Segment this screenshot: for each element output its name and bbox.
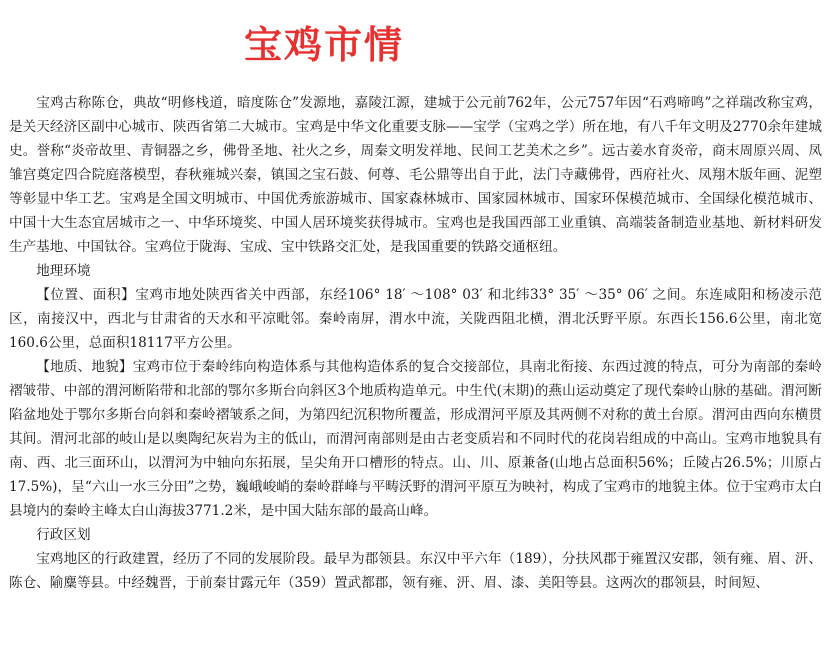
location-paragraph: 【位置、面积】宝鸡市地处陕西省关中西部，东经106° 18′ ～108° 03′ 和北纬33° 35′ ～35° 06′ 之间。东连咸阳和杨凌示范区，南接汉中，西北与甘肃省的天水和平凉毗邻。秦岭南屏，渭水中流，关陇西阻北横，渭北沃野平原。东西长156.6公里，南北宽160.6公里，总面积18117平方公里。 <box>9 287 822 351</box>
section-heading-administration: 行政区划 <box>36 527 91 543</box>
article-body <box>9 91 822 595</box>
intro-paragraph: 宝鸡古称陈仓，典故“明修栈道，暗度陈仓”发源地，嘉陵江源，建城于公元前762年，公元757年因“石鸡啼鸣”之祥瑞改称宝鸡，是关天经济区副中心城市、陕西省第二大城市。宝鸡是中华文化重要支脉——宝学（宝鸡之学）所在地，有八千年文明及2770余年建城史。誉称“炎帝故里、青铜器之乡，佛骨圣地、社火之乡，周秦文明发祥地、民间工艺美术之乡”。远古姜水育炎帝，商末周原兴周、凤雏宫奠定四合院庭落模型，春秋雍城兴秦，镇国之宝石鼓、何尊、毛公鼎等出自于此，法门寺藏佛骨，西府社火、凤翔木版年画、泥塑等彰显中华工艺。宝鸡是全国文明城市、中国优秀旅游城市、国家森林城市、国家园林城市、国家环保模范城市、全国绿化模范城市、中国十大生态宜居城市之一、中华环境奖、中国人居环境奖获得城市。宝鸡也是我国西部工业重镇、高端装备制造业基地、新材料研发生产基地、中国钛谷。宝鸡位于陇海、宝成、宝中铁路交汇处，是我国重要的铁路交通枢纽。 <box>9 95 822 255</box>
administration-paragraph: 宝鸡地区的行政建置，经历了不同的发展阶段。最早为郡领县。东汉中平六年（189），分扶风郡于雍置汉安郡，领有雍、眉、汧、陈仓、隃麋等县。中经魏晋，于前秦甘露元年（359）置武都郡，领有雍、汧、眉、漆、美阳等县。这两次的郡领县，时间短、 <box>9 551 822 591</box>
page-title: 宝鸡市情 <box>244 23 405 67</box>
section-heading-geography: 地理环境 <box>36 263 91 279</box>
terrain-paragraph: 【地质、地貌】宝鸡市位于秦岭纬向构造体系与其他构造体系的复合交接部位，具南北衔接、东西过渡的特点，可分为南部的秦岭褶皱带、中部的渭河断陷带和北部的鄂尔多斯台向斜区3个地质构造单元。中生代(末期)的燕山运动奠定了现代秦岭山脉的基础。渭河断陷盆地处于鄂尔多斯台向斜和秦岭褶皱系之间，为第四纪沉积物所覆盖，形成渭河平原及其两侧不对称的黄土台原。渭河由西向东横贯其间。渭河北部的岐山是以奥陶纪灰岩为主的低山，而渭河南部则是由古老变质岩和不同时代的花岗岩组成的中高山。宝鸡市地貌具有南、西、北三面环山，以渭河为中轴向东拓展，呈尖角开口槽形的特点。山、川、原兼备(山地占总面积56%；丘陵占26.5%；川原占17.5%)，呈“六山一水三分田”之势，巍峨峻峭的秦岭群峰与平畴沃野的渭河平原互为映衬，构成了宝鸡市的地貌主体。位于宝鸡市太白县境内的秦岭主峰太白山海拔3771.2米，是中国大陆东部的最高山峰。 <box>9 359 822 519</box>
